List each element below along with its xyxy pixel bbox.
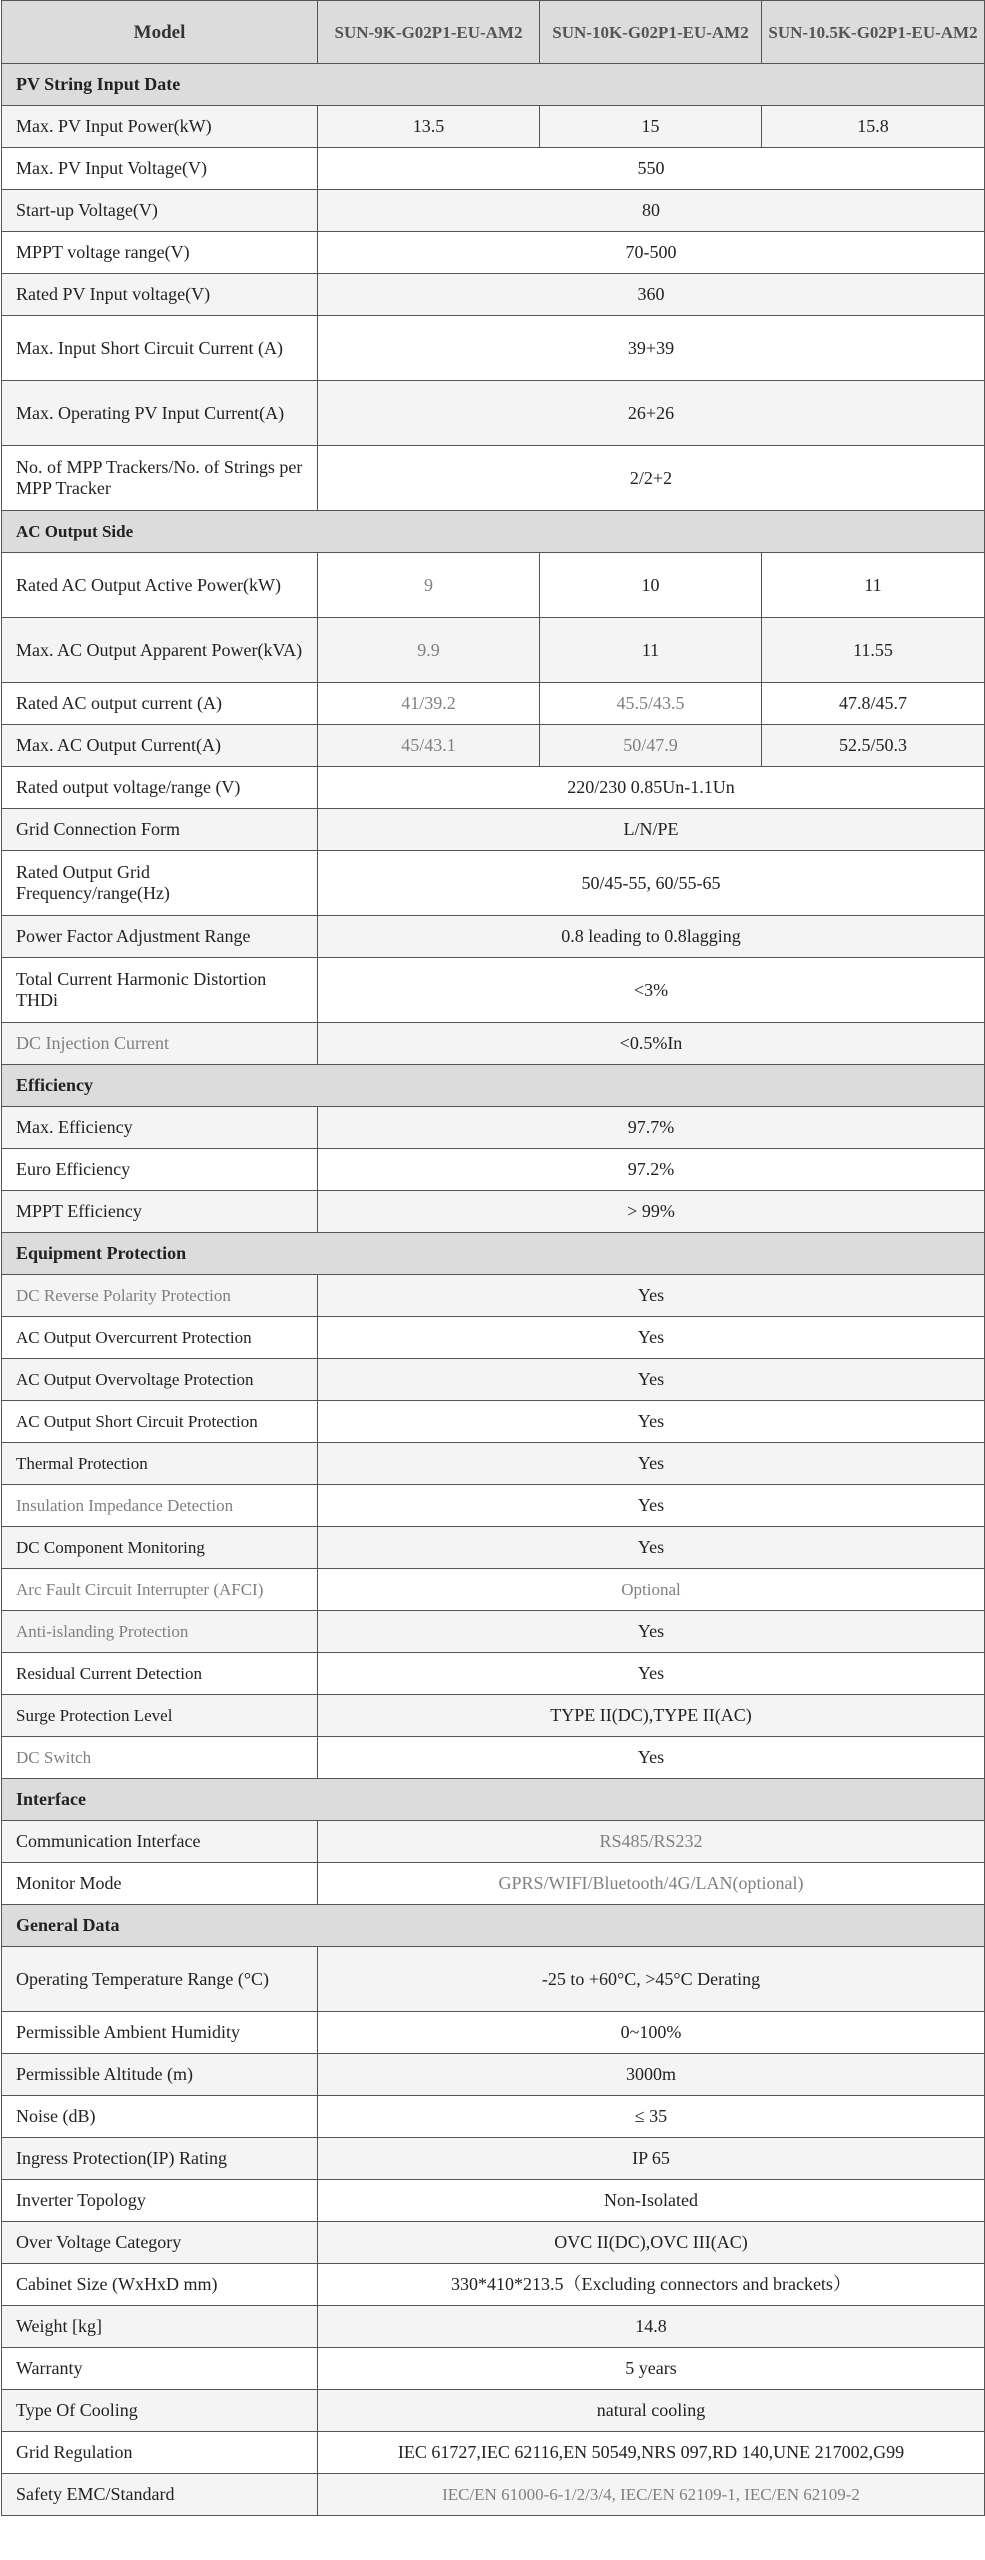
- spec-value: 15.8: [762, 106, 985, 148]
- spec-value: Yes: [318, 1317, 985, 1359]
- table-row: [2, 1023, 985, 1065]
- spec-value: 10: [540, 553, 762, 618]
- spec-label: Max. PV Input Power(kW): [2, 106, 318, 148]
- spec-label: Insulation Impedance Detection: [2, 1485, 318, 1527]
- model-name: SUN-9K-G02P1-EU-AM2: [318, 1, 540, 64]
- spec-label: Surge Protection Level: [2, 1695, 318, 1737]
- spec-value: 97.7%: [318, 1107, 985, 1149]
- spec-value: 5 years: [318, 2348, 985, 2390]
- spec-label: AC Output Overvoltage Protection: [2, 1359, 318, 1401]
- table-row: [2, 2306, 985, 2348]
- table-row: [2, 2264, 985, 2306]
- table-row: [2, 2012, 985, 2054]
- table-row: [2, 148, 985, 190]
- spec-value: > 99%: [318, 1191, 985, 1233]
- spec-value: IEC 61727,IEC 62116,EN 50549,NRS 097,RD 140,UNE 217002,G99: [318, 2432, 985, 2474]
- table-row: [2, 618, 985, 683]
- spec-value: 9: [318, 553, 540, 618]
- table-row: [2, 1401, 985, 1443]
- spec-label: Type Of Cooling: [2, 2390, 318, 2432]
- spec-value: natural cooling: [318, 2390, 985, 2432]
- table-row: [2, 274, 985, 316]
- table-row: [2, 106, 985, 148]
- table-row: [2, 1611, 985, 1653]
- spec-label: Max. Efficiency: [2, 1107, 318, 1149]
- spec-label: DC Component Monitoring: [2, 1527, 318, 1569]
- spec-value: TYPE II(DC),TYPE II(AC): [318, 1695, 985, 1737]
- table-row: [2, 2348, 985, 2390]
- table-row: [2, 381, 985, 446]
- spec-label: AC Output Short Circuit Protection: [2, 1401, 318, 1443]
- spec-value: L/N/PE: [318, 809, 985, 851]
- table-row: [2, 2222, 985, 2264]
- spec-value: 50/45-55, 60/55-65: [318, 851, 985, 916]
- spec-value: Yes: [318, 1275, 985, 1317]
- table-row: [2, 851, 985, 916]
- table-row: [2, 2432, 985, 2474]
- table-row: [2, 1485, 985, 1527]
- model-name: SUN-10K-G02P1-EU-AM2: [540, 1, 762, 64]
- spec-label: MPPT Efficiency: [2, 1191, 318, 1233]
- table-row: [2, 1443, 985, 1485]
- table-row: [2, 1947, 985, 2012]
- section-header: [2, 1779, 985, 1821]
- spec-value: 15: [540, 106, 762, 148]
- spec-value: 550: [318, 148, 985, 190]
- table-row: [2, 2474, 985, 2516]
- spec-value: 45.5/43.5: [540, 683, 762, 725]
- table-row: [2, 553, 985, 618]
- spec-label: Rated Output Grid Frequency/range(Hz): [2, 851, 318, 916]
- spec-label: Anti-islanding Protection: [2, 1611, 318, 1653]
- spec-value: Yes: [318, 1485, 985, 1527]
- spec-label: Permissible Altitude (m): [2, 2054, 318, 2096]
- table-row: [2, 2390, 985, 2432]
- spec-label: Monitor Mode: [2, 1863, 318, 1905]
- spec-label: DC Injection Current: [2, 1023, 318, 1065]
- section-header: [2, 511, 985, 553]
- section-title: PV String Input Date: [2, 64, 985, 106]
- table-row: [2, 1653, 985, 1695]
- spec-label: Power Factor Adjustment Range: [2, 916, 318, 958]
- spec-value: 26+26: [318, 381, 985, 446]
- table-row: [2, 190, 985, 232]
- table-row: [2, 1359, 985, 1401]
- spec-value: 50/47.9: [540, 725, 762, 767]
- spec-label: Noise (dB): [2, 2096, 318, 2138]
- spec-value: RS485/RS232: [318, 1821, 985, 1863]
- spec-value: Yes: [318, 1443, 985, 1485]
- section-header: [2, 1065, 985, 1107]
- spec-value: GPRS/WIFI/Bluetooth/4G/LAN(optional): [318, 1863, 985, 1905]
- spec-value: -25 to +60°C, >45°C Derating: [318, 1947, 985, 2012]
- table-row: [2, 1821, 985, 1863]
- table-row: [2, 1569, 985, 1611]
- spec-value: 97.2%: [318, 1149, 985, 1191]
- spec-label: Max. Input Short Circuit Current (A): [2, 316, 318, 381]
- spec-value: 11: [762, 553, 985, 618]
- table-row: [2, 767, 985, 809]
- spec-label: No. of MPP Trackers/No. of Strings per MPP Tracker: [2, 446, 318, 511]
- spec-label: Euro Efficiency: [2, 1149, 318, 1191]
- model-name: SUN-10.5K-G02P1-EU-AM2: [762, 1, 985, 64]
- table-row: [2, 725, 985, 767]
- table-row: [2, 1737, 985, 1779]
- spec-value: Yes: [318, 1401, 985, 1443]
- spec-label: Thermal Protection: [2, 1443, 318, 1485]
- spec-label: Grid Regulation: [2, 2432, 318, 2474]
- table-row: [2, 809, 985, 851]
- spec-value: Yes: [318, 1737, 985, 1779]
- spec-value: OVC II(DC),OVC III(AC): [318, 2222, 985, 2264]
- spec-value: <0.5%In: [318, 1023, 985, 1065]
- model-header: Model: [2, 1, 318, 64]
- spec-label: Rated AC Output Active Power(kW): [2, 553, 318, 618]
- spec-value: 0.8 leading to 0.8lagging: [318, 916, 985, 958]
- spec-value: 41/39.2: [318, 683, 540, 725]
- spec-label: DC Reverse Polarity Protection: [2, 1275, 318, 1317]
- spec-value: 14.8: [318, 2306, 985, 2348]
- spec-value: 0~100%: [318, 2012, 985, 2054]
- spec-label: Communication Interface: [2, 1821, 318, 1863]
- section-header: [2, 1233, 985, 1275]
- spec-value: 52.5/50.3: [762, 725, 985, 767]
- spec-value: <3%: [318, 958, 985, 1023]
- spec-value: Non-Isolated: [318, 2180, 985, 2222]
- spec-value: IEC/EN 61000-6-1/2/3/4, IEC/EN 62109-1, IEC/EN 62109-2: [318, 2474, 985, 2516]
- section-header: [2, 64, 985, 106]
- spec-value: 39+39: [318, 316, 985, 381]
- spec-label: Rated AC output current (A): [2, 683, 318, 725]
- table-row: [2, 916, 985, 958]
- spec-value: 360: [318, 274, 985, 316]
- spec-value: 3000m: [318, 2054, 985, 2096]
- spec-label: Start-up Voltage(V): [2, 190, 318, 232]
- table-row: [2, 2096, 985, 2138]
- spec-label: Rated PV Input voltage(V): [2, 274, 318, 316]
- spec-label: AC Output Overcurrent Protection: [2, 1317, 318, 1359]
- spec-value: 330*410*213.5（Excluding connectors and brackets）: [318, 2264, 985, 2306]
- table-row: [2, 232, 985, 274]
- spec-value: 11: [540, 618, 762, 683]
- spec-value: 11.55: [762, 618, 985, 683]
- table-row: [2, 2138, 985, 2180]
- spec-label: Warranty: [2, 2348, 318, 2390]
- header-row: [2, 1, 985, 64]
- spec-label: Permissible Ambient Humidity: [2, 2012, 318, 2054]
- spec-label: Residual Current Detection: [2, 1653, 318, 1695]
- spec-value: Optional: [318, 1569, 985, 1611]
- table-row: [2, 1527, 985, 1569]
- table-row: [2, 1863, 985, 1905]
- spec-label: Cabinet Size (WxHxD mm): [2, 2264, 318, 2306]
- spec-label: Over Voltage Category: [2, 2222, 318, 2264]
- section-title: AC Output Side: [2, 511, 985, 553]
- spec-label: Inverter Topology: [2, 2180, 318, 2222]
- table-row: [2, 1149, 985, 1191]
- spec-value: 80: [318, 190, 985, 232]
- spec-value: 13.5: [318, 106, 540, 148]
- spec-value: 70-500: [318, 232, 985, 274]
- table-row: [2, 683, 985, 725]
- table-row: [2, 1275, 985, 1317]
- spec-label: Max. PV Input Voltage(V): [2, 148, 318, 190]
- spec-value: 45/43.1: [318, 725, 540, 767]
- spec-value: 220/230 0.85Un-1.1Un: [318, 767, 985, 809]
- spec-value: 2/2+2: [318, 446, 985, 511]
- section-header: [2, 1905, 985, 1947]
- table-row: [2, 1107, 985, 1149]
- table-row: [2, 2180, 985, 2222]
- spec-label: Max. AC Output Apparent Power(kVA): [2, 618, 318, 683]
- spec-label: Arc Fault Circuit Interrupter (AFCI): [2, 1569, 318, 1611]
- spec-value: 9.9: [318, 618, 540, 683]
- spec-value: ≤ 35: [318, 2096, 985, 2138]
- section-title: Efficiency: [2, 1065, 985, 1107]
- table-row: [2, 1191, 985, 1233]
- spec-label: DC Switch: [2, 1737, 318, 1779]
- spec-label: MPPT voltage range(V): [2, 232, 318, 274]
- spec-label: Weight [kg]: [2, 2306, 318, 2348]
- spec-table: [1, 0, 985, 2516]
- spec-value: Yes: [318, 1653, 985, 1695]
- table-row: [2, 2054, 985, 2096]
- table-row: [2, 958, 985, 1023]
- spec-label: Total Current Harmonic Distortion THDi: [2, 958, 318, 1023]
- spec-label: Operating Temperature Range (°C): [2, 1947, 318, 2012]
- section-title: Equipment Protection: [2, 1233, 985, 1275]
- spec-value: Yes: [318, 1611, 985, 1653]
- spec-value: 47.8/45.7: [762, 683, 985, 725]
- table-row: [2, 446, 985, 511]
- spec-label: Grid Connection Form: [2, 809, 318, 851]
- spec-label: Safety EMC/Standard: [2, 2474, 318, 2516]
- spec-label: Ingress Protection(IP) Rating: [2, 2138, 318, 2180]
- spec-label: Max. Operating PV Input Current(A): [2, 381, 318, 446]
- section-title: Interface: [2, 1779, 985, 1821]
- spec-value: IP 65: [318, 2138, 985, 2180]
- section-title: General Data: [2, 1905, 985, 1947]
- table-row: [2, 1317, 985, 1359]
- spec-value: Yes: [318, 1359, 985, 1401]
- table-row: [2, 1695, 985, 1737]
- spec-label: Max. AC Output Current(A): [2, 725, 318, 767]
- table-row: [2, 316, 985, 381]
- spec-value: Yes: [318, 1527, 985, 1569]
- spec-label: Rated output voltage/range (V): [2, 767, 318, 809]
